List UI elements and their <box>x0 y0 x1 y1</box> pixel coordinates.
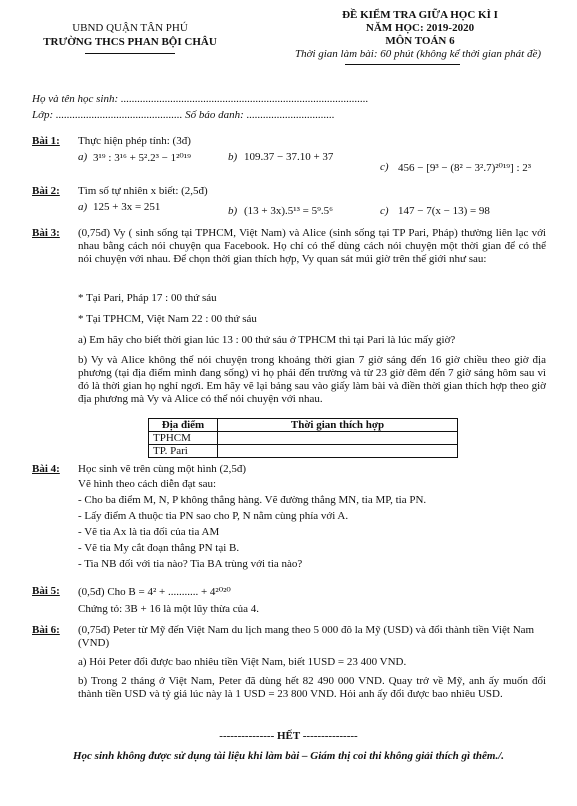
bai2-label: Bài 2: <box>32 185 60 197</box>
bai5-label: Bài 5: <box>32 585 60 597</box>
bai6-question-b: b) Trong 2 tháng ở Việt Nam, Peter đã dùng hết 82 490 000 VND. Quay trở về Mỹ, anh ấy muốn đổi thành tiền USD và tỷ giá lúc này là 1 USD = 23 800 VND. Hỏi anh ấy đổi được bao nhiêu USD. <box>78 675 546 700</box>
bai4-label: Bài 4: <box>32 463 60 475</box>
school-name: TRƯỜNG THCS PHAN BỘI CHÂU <box>43 36 217 48</box>
table-cell-time <box>218 445 458 458</box>
bai6-question-a: a) Hỏi Peter đổi được bao nhiêu tiền Việt Nam, biết 1USD = 23 400 VND. <box>78 656 407 668</box>
header-underline-right <box>345 64 460 65</box>
bai6-intro: (0,75đ) Peter từ Mỹ đến Việt Nam du lịch mang theo 5 000 đô la Mỹ (USD) và đổi thành tiền Việt Nam (VND) <box>78 624 535 649</box>
bai3-label: Bài 3: <box>32 227 60 239</box>
bai2-c-label: c) <box>380 205 389 217</box>
time-allowed: Thời gian làm bài: 60 phút (không kể thời gian phát đề) <box>294 48 542 60</box>
bai2-a-expr: 125 + 3x = 251 <box>93 201 161 213</box>
bai3-fact-hcm: * Tại TPHCM, Việt Nam 22 : 00 thứ sáu <box>78 313 257 325</box>
bai4-item: - Lấy điểm A thuộc tia PN sao cho P, N nằm cùng phía với A. <box>78 510 349 522</box>
footer-note: Học sinh không được sử dụng tài liệu khi làm bài – Giám thị coi thi không giải thích gì thêm./. <box>72 750 505 762</box>
table-header-time: Thời gian thích hợp <box>218 419 458 432</box>
bai4-item: - Vẽ tia Ax là tia đối của tia AM <box>78 526 220 538</box>
bai3-question-a: a) Em hãy cho biết thời gian lúc 13 : 00 thứ sáu ở TPHCM thì tại Pari là lúc mấy giờ? <box>78 334 456 346</box>
bai3-fact-paris: * Tại Pari, Pháp 17 : 00 thứ sáu <box>78 292 217 304</box>
bai1-b-expr: 109.37 − 37.10 + 37 <box>244 151 334 163</box>
bai2-a-label: a) <box>78 201 88 213</box>
bai3-question-b: b) Vy và Alice không thể nói chuyện trong khoảng thời gian 7 giờ sáng đến 16 giờ chiều theo giờ địa phương (tại địa điểm mình đang sống) vì họ phải đến trường và từ 23 giờ đêm đến 7 giờ sáng hôm sau vì đó là thời gian họ nghỉ ngơi. Em hãy vẽ lại bảng sau vào giấy làm bài và điền thời gian thích hợp theo giờ địa phương mà Vy và Alice có thể nói chuyện với nhau. <box>78 354 546 405</box>
bai1-a-expr: 3¹⁹ : 3¹⁶ + 5².2³ − 1²⁰¹⁹ <box>93 152 191 164</box>
bai4-title: Học sinh vẽ trên cùng một hình (2,5đ) <box>78 463 247 475</box>
bai5-expression: (0,5đ) Cho B = 4² + ........... + 4²⁰²⁰ <box>78 586 231 598</box>
exam-title: ĐỀ KIỂM TRA GIỮA HỌC KÌ I <box>342 9 498 21</box>
bai4-sub: Vẽ hình theo cách diễn đạt sau: <box>78 478 217 490</box>
bai2-b-label: b) <box>228 205 238 217</box>
subject: MÔN TOÁN 6 <box>385 35 455 47</box>
bai1-label: Bài 1: <box>32 135 60 147</box>
table-header-location: Địa điểm <box>149 419 218 432</box>
end-marker: --------------- HẾT --------------- <box>219 730 358 742</box>
class-field: Lớp: .............................................. Số báo danh: ................................ <box>32 109 335 121</box>
table-header-row <box>149 419 458 432</box>
bai4-item: - Cho ba điểm M, N, P không thẳng hàng. Vẽ đường thẳng MN, tia MP, tia PN. <box>78 494 427 506</box>
bai3-timezone-table <box>148 418 458 458</box>
table-cell-location: TPHCM <box>149 432 218 445</box>
bai1-c-label: c) <box>380 161 389 173</box>
school-year: NĂM HỌC: 2019-2020 <box>365 22 475 34</box>
table-row <box>149 432 458 445</box>
department-name: UBND QUẬN TÂN PHÚ <box>72 22 188 34</box>
bai4-item: - Vẽ tia My cắt đoạn thẳng PN tại B. <box>78 542 240 554</box>
bai5-prove: Chứng tỏ: 3B + 16 là một lũy thừa của 4. <box>78 603 259 615</box>
bai4-item: - Tia NB đối với tia nào? Tia BA trùng với tia nào? <box>78 558 303 570</box>
bai1-a-label: a) <box>78 151 88 163</box>
bai2-title: Tìm số tự nhiên x biết: (2,5đ) <box>78 185 208 197</box>
bai1-title: Thực hiện phép tính: (3đ) <box>78 135 191 147</box>
table-cell-location: TP. Pari <box>149 445 218 458</box>
table-cell-time <box>218 432 458 445</box>
bai2-c-expr: 147 − 7(x − 13) = 98 <box>398 205 490 217</box>
header-underline-left <box>85 53 175 54</box>
bai1-b-label: b) <box>228 151 238 163</box>
bai3-intro: (0,75đ) Vy ( sinh sống tại TPHCM, Việt Nam) và Alice (sinh sống tại TP Pari, Pháp) thường liên lạc với nhau bằng cách nói chuyện qua Facebook. Họ chỉ có thể dùng cách nói chuyện một thời gian để có thể nói chuyện với nhau. Để chọn thời gian thích hợp, Vy quan sát múi giờ trên thế giới như sau: <box>78 227 546 265</box>
bai1-c-expr: 456 − [9³ − (8² − 3².7)²⁰¹⁹] : 2³ <box>398 162 532 174</box>
bai6-label: Bài 6: <box>32 624 60 636</box>
table-row <box>149 445 458 458</box>
student-name-field: Họ và tên học sinh: .......................................................................................... <box>32 93 369 105</box>
bai2-b-expr: (13 + 3x).5¹³ = 5⁹.5⁶ <box>244 205 333 217</box>
